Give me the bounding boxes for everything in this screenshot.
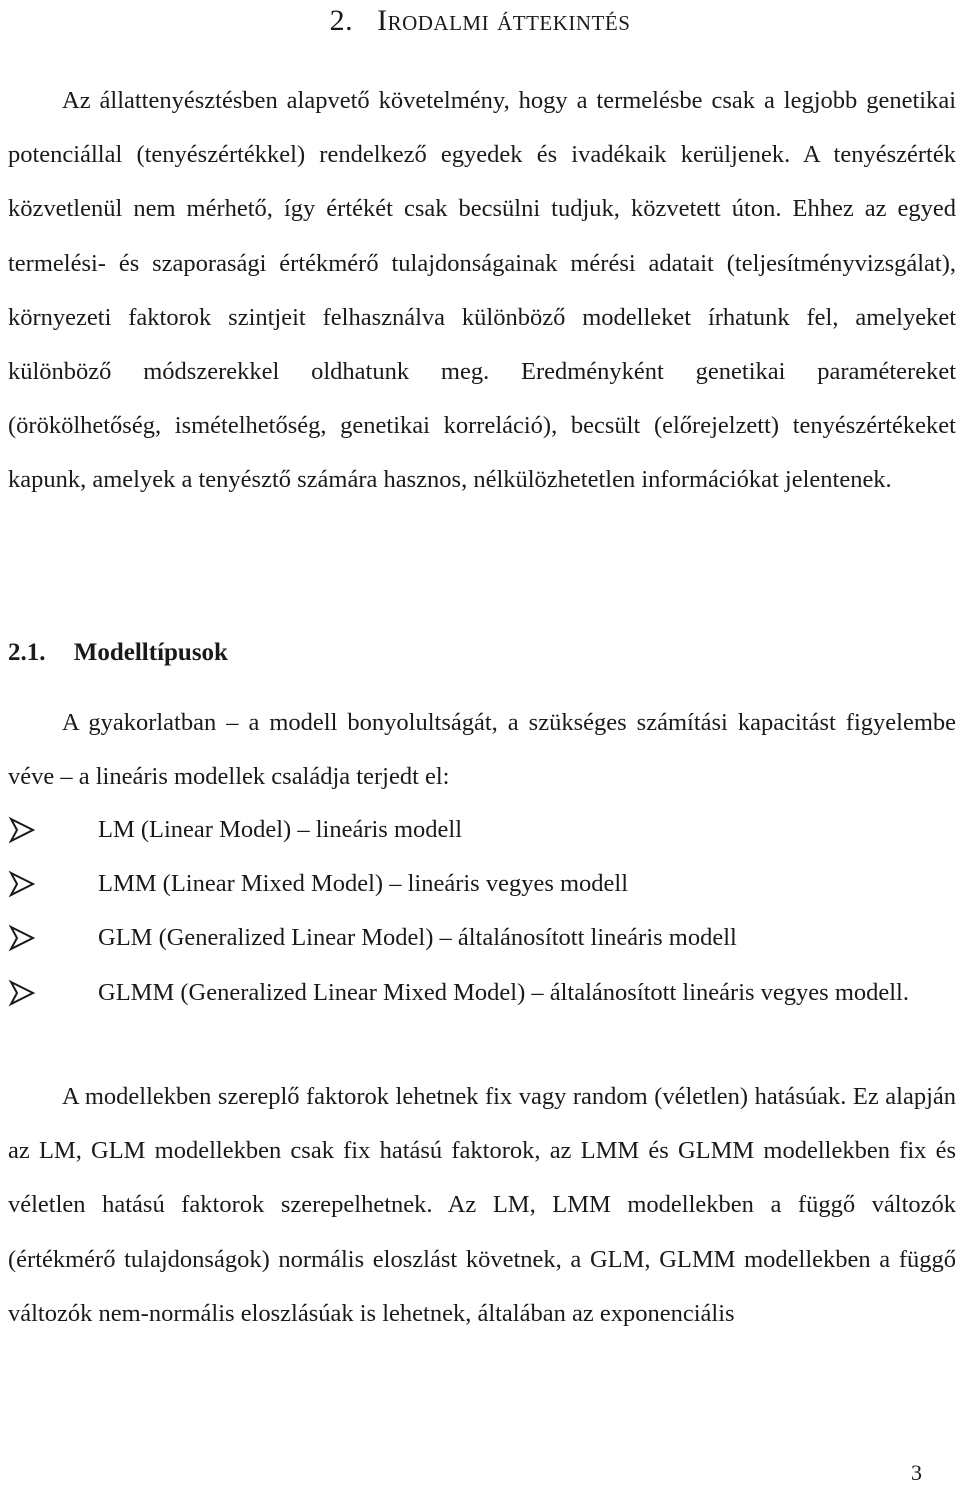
chapter-title: Irodalmi áttekintés <box>377 4 631 37</box>
chapter-number: 2. <box>329 4 354 37</box>
chapter-heading <box>0 2 960 40</box>
list-item <box>0 966 960 1020</box>
list-item <box>0 857 960 911</box>
section-heading <box>8 626 228 680</box>
section-number: 2.1. <box>8 639 46 666</box>
section-paragraph: A gyakorlatban – a modell bonyolultságát, a szükséges számítási kapacitást figyelembe véve – a lineáris modellek családja terjedt el: <box>8 709 956 791</box>
arrowhead-bullet-icon <box>8 870 36 898</box>
arrowhead-bullet-icon <box>8 924 36 952</box>
list-item-text: LM (Linear Model) – lineáris modell <box>98 816 462 843</box>
arrowhead-bullet-icon <box>8 979 36 1007</box>
list-item-text: LMM (Linear Mixed Model) – lineáris vegyes modell <box>98 870 629 898</box>
closing-paragraph: A modellekben szereplő faktorok lehetnek fix vagy random (véletlen) hatásúak. Ez alapján az LM, GLM modellekben csak fix hatású faktorok, az LMM és GLMM modellekben fix és véletlen hatású faktorok szerepelhetnek. Az LM, LMM modellekben a függő változók (értékmérő tulajdonságok) normális eloszlást követnek, a GLM, GLMM modellekben a függő változók nem-normális eloszlásúak is lehetnek, általában az exponenciális <box>8 1083 956 1327</box>
intro-paragraph: Az állattenyésztésben alapvető követelmény, hogy a termelésbe csak a legjobb genetikai potenciállal (tenyészértékkel) rendelkező egyedek és ivadékaik kerüljenek. A tenyészérték közvetlenül nem mérhető, így értékét csak becsülni tudjuk, közvetett úton. Ehhez az egyed termelési- és szaporasági értékmérő tulajdonságainak mérési adatait (teljesítményvizsgálat), környezeti faktorok szintjeit felhasználva különböző modelleket írhatunk fel, amelyeket különböző módszerekkel oldhatunk meg. Eredményként genetikai paramétereket (örökölhetőség, ismételhetőség, genetikai korreláció), becsült (előrejelzett) tenyészértékeket kapunk, amelyek a tenyésztő számára hasznos, nélkülözhetetlen információkat jelentenek. <box>8 87 956 494</box>
list-item-text: GLMM (Generalized Linear Mixed Model) – általánosított lineáris vegyes modell. <box>98 978 909 1006</box>
page-number: 3 <box>911 1460 922 1485</box>
arrowhead-bullet-icon <box>8 816 36 844</box>
list-item <box>0 803 960 857</box>
list-item <box>0 911 960 965</box>
list-item-text: GLM (Generalized Linear Model) – általánosított lineáris modell <box>98 924 737 952</box>
section-title: Modelltípusok <box>73 639 228 666</box>
model-list <box>0 803 960 1020</box>
